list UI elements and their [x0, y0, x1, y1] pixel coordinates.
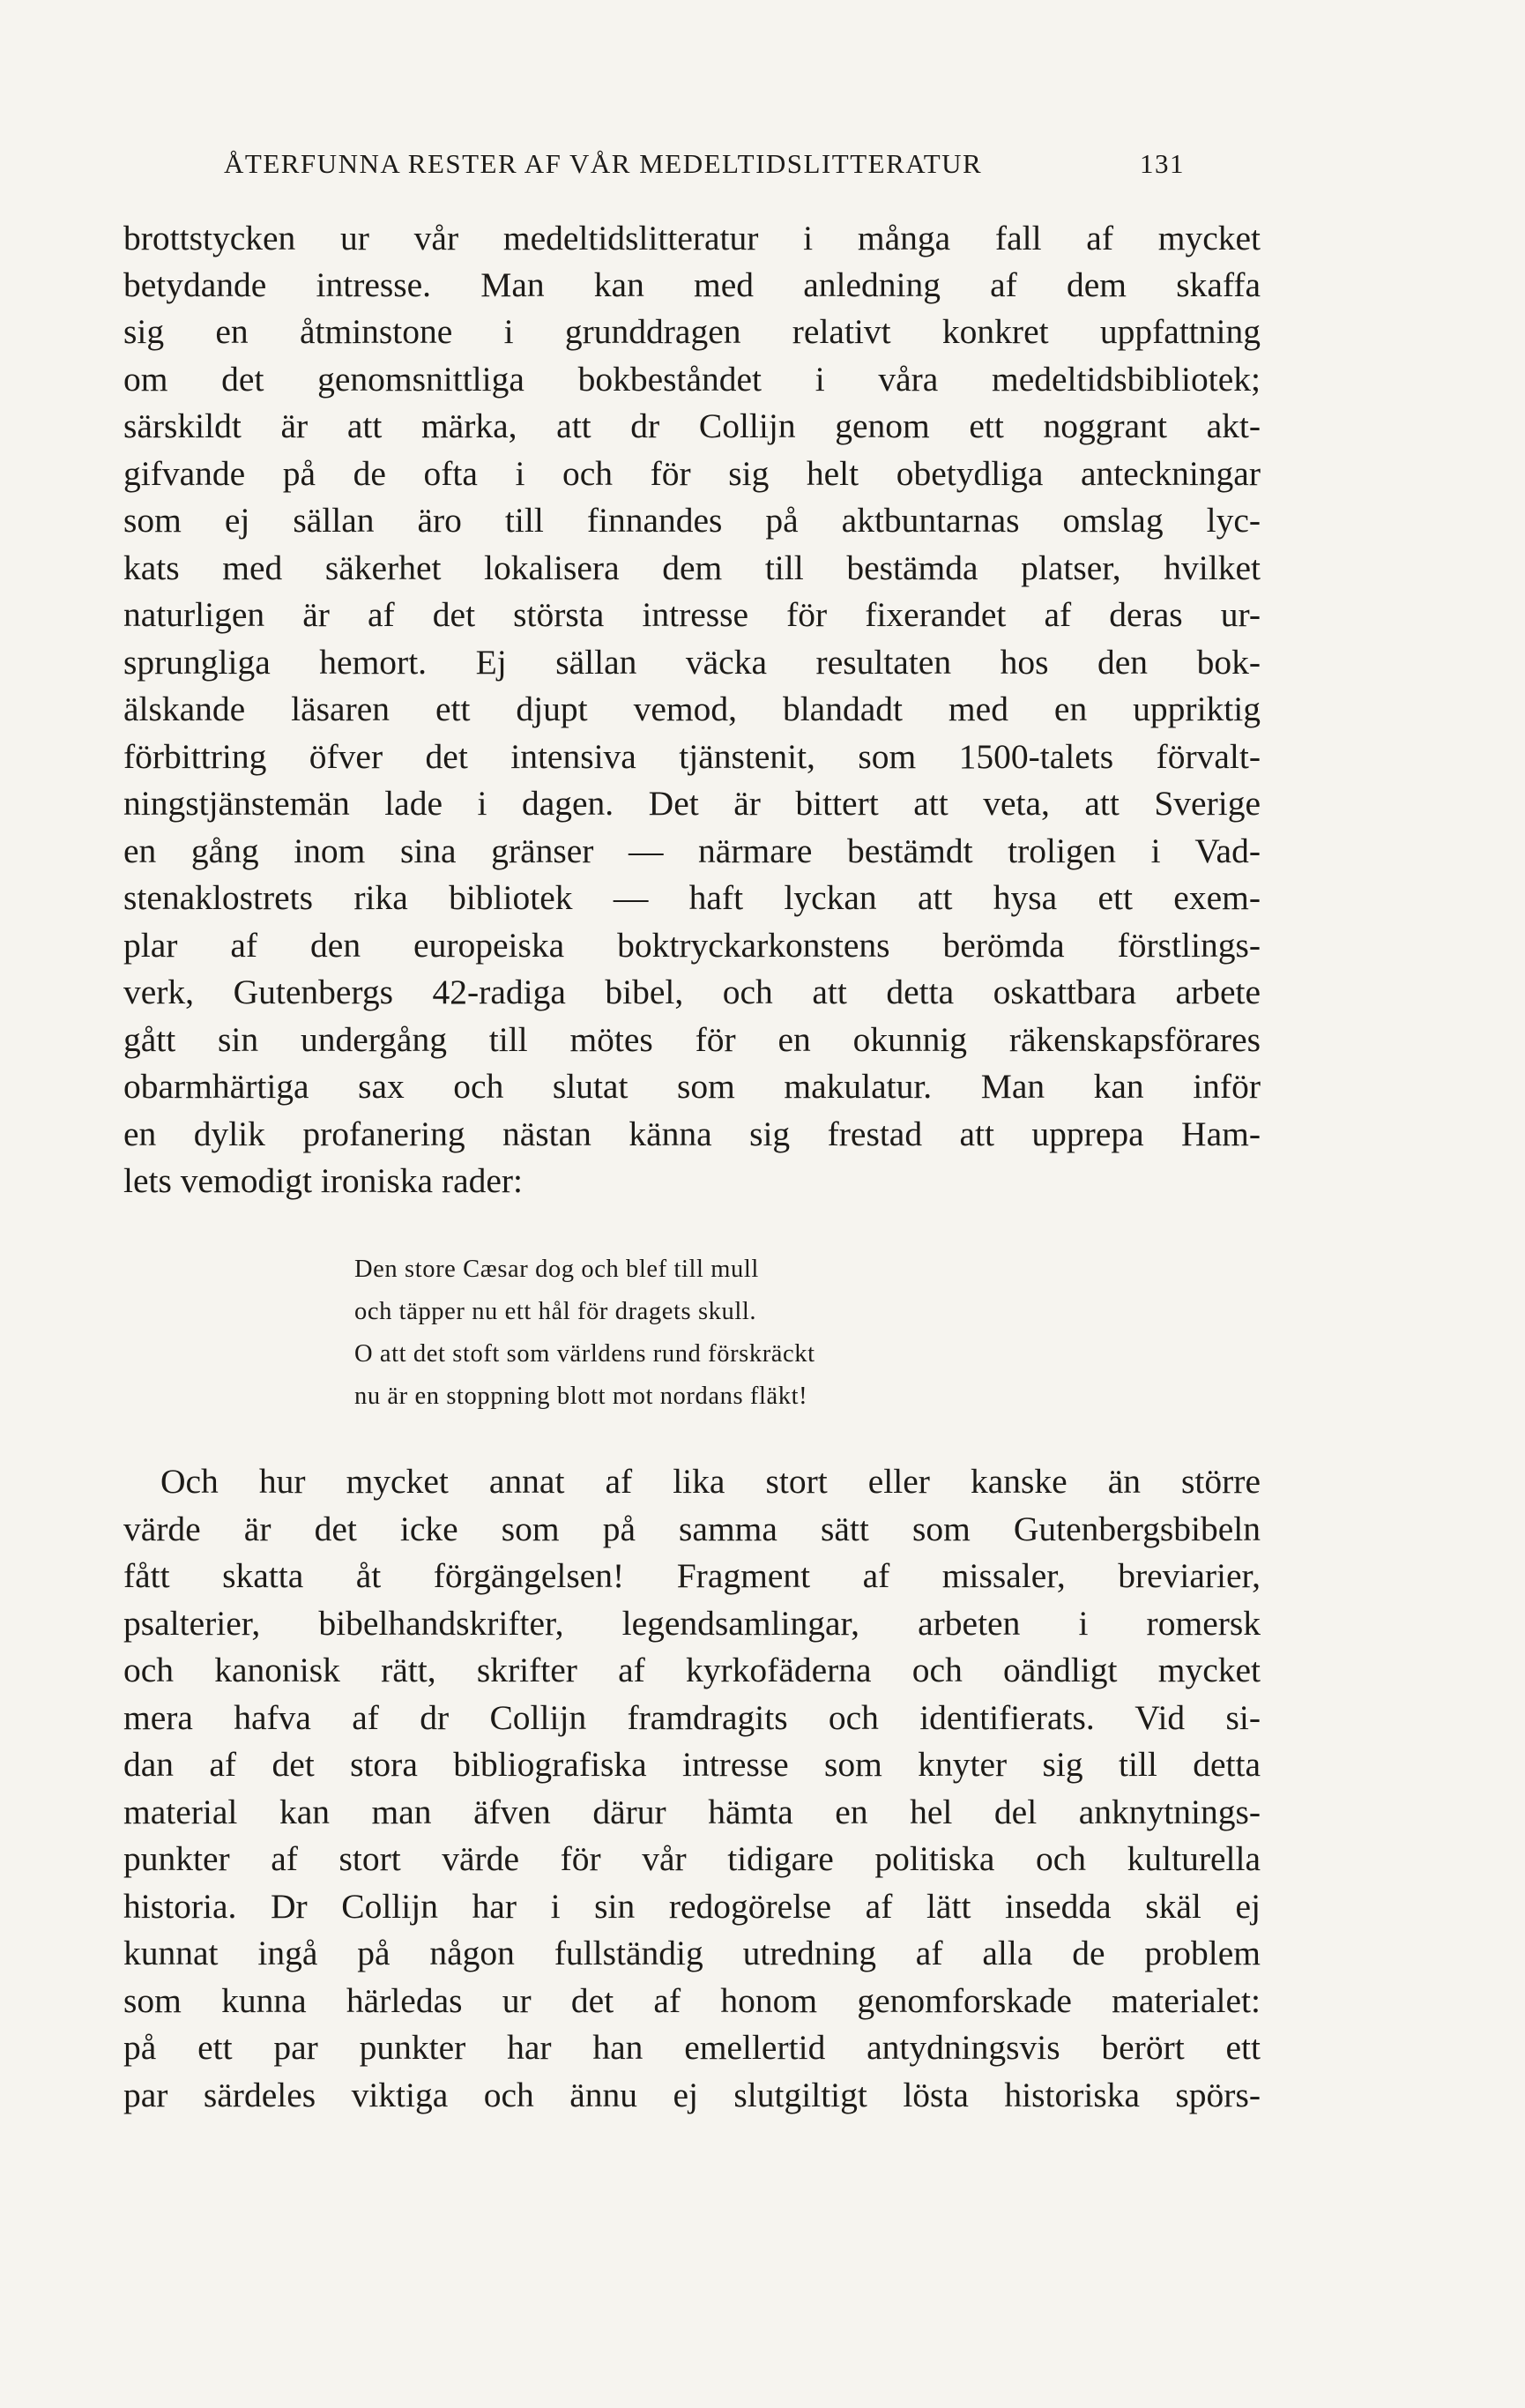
text-line: gått sin undergång till mötes för en okunnig räkenskapsförares — [123, 1020, 1261, 1059]
running-title: ÅTERFUNNA RESTER AF VÅR MEDELTIDSLITTERATUR — [224, 148, 983, 179]
text-line: dan af det stora bibliografiska intresse som knyter sig till detta — [123, 1745, 1261, 1784]
text-line: och kanonisk rätt, skrifter af kyrkofäderna och oändligt mycket — [123, 1651, 1261, 1689]
text-line: sprungliga hemort. Ej sällan väcka resultaten hos den bok- — [123, 643, 1261, 682]
text-line: som kunna härledas ur det af honom genomforskade materialet: — [123, 1981, 1261, 2020]
text-line: en dylik profanering nästan känna sig frestad att upprepa Ham- — [123, 1115, 1261, 1153]
text-line: på ett par punkter har han emellertid antydningsvis berört ett — [123, 2028, 1261, 2067]
page-number: 131 — [1140, 148, 1185, 179]
verse-line: Den store Cæsar dog och blef till mull — [354, 1256, 759, 1283]
text-line: värde är det icke som på samma sätt som Gutenbergsbibeln — [123, 1510, 1261, 1548]
text-line: Och hur mycket annat af lika stort eller kanske än större — [160, 1462, 1261, 1501]
text-line: fått skatta åt förgängelsen! Fragment af missaler, breviarier, — [123, 1556, 1261, 1595]
verse-line: och täpper nu ett hål för dragets skull. — [354, 1298, 757, 1325]
text-line: kunnat ingå på någon fullständig utredning af alla de problem — [123, 1934, 1261, 1972]
text-line: obarmhärtiga sax och slutat som makulatur. Man kan inför — [123, 1067, 1261, 1106]
text-line: psalterier, bibelhandskrifter, legendsamlingar, arbeten i romersk — [123, 1604, 1261, 1643]
text-line: särskildt är att märka, att dr Collijn genom ett noggrant akt- — [123, 406, 1261, 445]
text-line: som ej sällan äro till finnandes på aktbuntarnas omslag lyc- — [123, 501, 1261, 540]
text-line: en gång inom sina gränser — närmare bestämdt troligen i Vad- — [123, 831, 1261, 870]
text-line: sig en åtminstone i grunddragen relativt konkret uppfattning — [123, 312, 1261, 351]
text-line: mera hafva af dr Collijn framdragits och identifierats. Vid si- — [123, 1698, 1261, 1737]
text-line: historia. Dr Collijn har i sin redogörelse af lätt insedda skäl ej — [123, 1887, 1261, 1926]
text-line: om det genomsnittliga bokbeståndet i våra medeltidsbibliotek; — [123, 360, 1261, 399]
text-line: älskande läsaren ett djupt vemod, blandadt med en uppriktig — [123, 690, 1261, 728]
verse-line: nu är en stoppning blott mot nordans fläkt! — [354, 1383, 808, 1410]
text-line: förbittring öfver det intensiva tjänstenit, som 1500-talets förvalt- — [123, 737, 1261, 776]
text-line: punkter af stort värde för vår tidigare politiska och kulturella — [123, 1839, 1261, 1878]
text-line: lets vemodigt ironiska rader: — [123, 1161, 524, 1200]
text-line: betydande intresse. Man kan med anledning af dem skaffa — [123, 265, 1261, 304]
text-line: verk, Gutenbergs 42-radiga bibel, och att detta oskattbara arbete — [123, 973, 1261, 1011]
text-line: material kan man äfven därur hämta en hel del anknytnings- — [123, 1793, 1261, 1831]
text-line: ningstjänstemän lade i dagen. Det är bittert att veta, att Sverige — [123, 784, 1261, 823]
text-line: stenaklostrets rika bibliotek — haft lyckan att hysa ett exem- — [123, 878, 1261, 917]
verse-line: O att det stoft som världens rund förskräckt — [354, 1340, 815, 1368]
text-line: gifvande på de ofta i och för sig helt obetydliga anteckningar — [123, 454, 1261, 493]
text-line: plar af den europeiska boktryckarkonstens berömda förstlings- — [123, 926, 1261, 965]
running-head — [224, 148, 1185, 183]
text-line: brottstycken ur vår medeltidslitteratur i många fall af mycket — [123, 219, 1261, 257]
text-line: par särdeles viktiga och ännu ej slutgiltigt lösta historiska spörs- — [123, 2076, 1261, 2114]
text-line: naturligen är af det största intresse för fixerandet af deras ur- — [123, 595, 1261, 634]
text-line: kats med säkerhet lokalisera dem till bestämda platser, hvilket — [123, 548, 1261, 587]
